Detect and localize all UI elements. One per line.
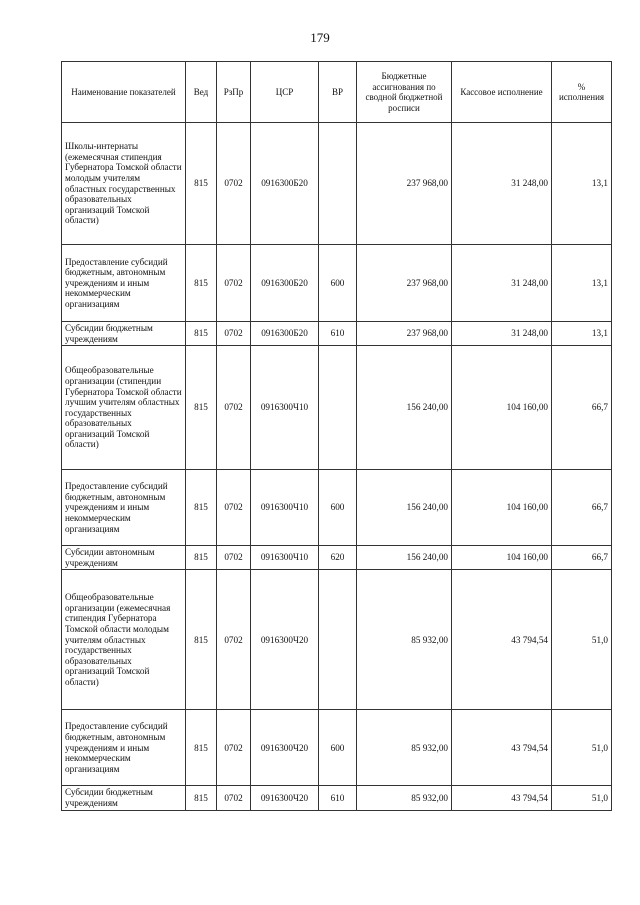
row-csr: 0916300Б20	[251, 123, 319, 245]
row-percent: 51,0	[552, 710, 612, 786]
header-ved: Вед	[186, 62, 217, 123]
row-cash-execution: 31 248,00	[452, 123, 552, 245]
row-name: Предоставление субсидий бюджетным, автономным учреждениям и иным некоммерческим организациям	[62, 470, 186, 546]
row-rzpr: 0702	[217, 346, 251, 470]
row-assignments: 237 968,00	[357, 322, 452, 346]
row-csr: 0916300Б20	[251, 245, 319, 322]
row-cash-execution: 43 794,54	[452, 710, 552, 786]
row-csr: 0916300Ч10	[251, 346, 319, 470]
row-assignments: 85 932,00	[357, 710, 452, 786]
table-row	[62, 245, 612, 322]
row-ved: 815	[186, 322, 217, 346]
row-cash-execution: 104 160,00	[452, 546, 552, 570]
row-assignments: 85 932,00	[357, 786, 452, 810]
table-body	[62, 123, 612, 811]
row-percent: 66,7	[552, 546, 612, 570]
row-name: Субсидии автономным учреждениям	[62, 546, 186, 570]
row-name: Общеобразовательные организации (ежемесячная стипендия Губернатора Томской области молодым учителям областных государственных образовательных организаций Томской области)	[62, 570, 186, 710]
row-percent: 13,1	[552, 245, 612, 322]
row-vr	[319, 123, 357, 245]
row-name: Субсидии бюджетным учреждениям	[62, 322, 186, 346]
row-vr	[319, 346, 357, 470]
row-csr: 0916300Ч20	[251, 710, 319, 786]
row-percent: 66,7	[552, 346, 612, 470]
table-row	[62, 570, 612, 710]
row-assignments: 237 968,00	[357, 123, 452, 245]
row-csr: 0916300Ч10	[251, 470, 319, 546]
row-rzpr: 0702	[217, 546, 251, 570]
row-cash-execution: 104 160,00	[452, 346, 552, 470]
row-assignments: 85 932,00	[357, 570, 452, 710]
row-vr: 600	[319, 245, 357, 322]
row-percent: 51,0	[552, 786, 612, 810]
row-rzpr: 0702	[217, 786, 251, 810]
row-ved: 815	[186, 710, 217, 786]
row-cash-execution: 31 248,00	[452, 245, 552, 322]
row-ved: 815	[186, 470, 217, 546]
table-row	[62, 546, 612, 570]
row-csr: 0916300Ч20	[251, 570, 319, 710]
row-cash-execution: 43 794,54	[452, 786, 552, 810]
row-percent: 66,7	[552, 470, 612, 546]
header-percent: % исполнения	[552, 62, 612, 123]
table-row	[62, 346, 612, 470]
row-percent: 13,1	[552, 123, 612, 245]
row-ved: 815	[186, 786, 217, 810]
row-cash-execution: 104 160,00	[452, 470, 552, 546]
header-csr: ЦСР	[251, 62, 319, 123]
row-ved: 815	[186, 123, 217, 245]
table-row	[62, 710, 612, 786]
row-name: Предоставление субсидий бюджетным, автономным учреждениям и иным некоммерческим организациям	[62, 245, 186, 322]
row-csr: 0916300Ч20	[251, 786, 319, 810]
row-assignments: 156 240,00	[357, 346, 452, 470]
row-percent: 13,1	[552, 322, 612, 346]
row-cash-execution: 43 794,54	[452, 570, 552, 710]
row-name: Предоставление субсидий бюджетным, автономным учреждениям и иным некоммерческим организациям	[62, 710, 186, 786]
row-ved: 815	[186, 346, 217, 470]
budget-table	[61, 61, 612, 811]
table-row	[62, 470, 612, 546]
row-assignments: 237 968,00	[357, 245, 452, 322]
row-ved: 815	[186, 546, 217, 570]
row-percent: 51,0	[552, 570, 612, 710]
row-rzpr: 0702	[217, 322, 251, 346]
row-vr	[319, 570, 357, 710]
row-vr: 600	[319, 710, 357, 786]
row-assignments: 156 240,00	[357, 546, 452, 570]
page-number: 179	[310, 30, 330, 45]
row-csr: 0916300Ч10	[251, 546, 319, 570]
header-assignments: Бюджетные ассигнования по сводной бюджетной росписи	[357, 62, 452, 123]
row-ved: 815	[186, 245, 217, 322]
row-assignments: 156 240,00	[357, 470, 452, 546]
row-name: Общеобразовательные организации (стипендии Губернатора Томской области лучшим учителям областных государственных образовательных организаций Томской области)	[62, 346, 186, 470]
row-rzpr: 0702	[217, 710, 251, 786]
row-name: Субсидии бюджетным учреждениям	[62, 786, 186, 810]
row-rzpr: 0702	[217, 245, 251, 322]
row-vr: 610	[319, 322, 357, 346]
row-vr: 620	[319, 546, 357, 570]
row-rzpr: 0702	[217, 470, 251, 546]
row-name: Школы-интернаты (ежемесячная стипендия Губернатора Томской области молодым учителям областных государственных образовательных организаций Томской области)	[62, 123, 186, 245]
header-cash-execution: Кассовое исполнение	[452, 62, 552, 123]
row-ved: 815	[186, 570, 217, 710]
row-rzpr: 0702	[217, 570, 251, 710]
row-rzpr: 0702	[217, 123, 251, 245]
row-vr: 610	[319, 786, 357, 810]
table-row	[62, 786, 612, 810]
row-csr: 0916300Б20	[251, 322, 319, 346]
table-row	[62, 123, 612, 245]
header-name: Наименование показателей	[62, 62, 186, 123]
table-header	[62, 62, 612, 123]
header-rzpr: РзПр	[217, 62, 251, 123]
header-vr: ВР	[319, 62, 357, 123]
row-cash-execution: 31 248,00	[452, 322, 552, 346]
table-row	[62, 322, 612, 346]
row-vr: 600	[319, 470, 357, 546]
